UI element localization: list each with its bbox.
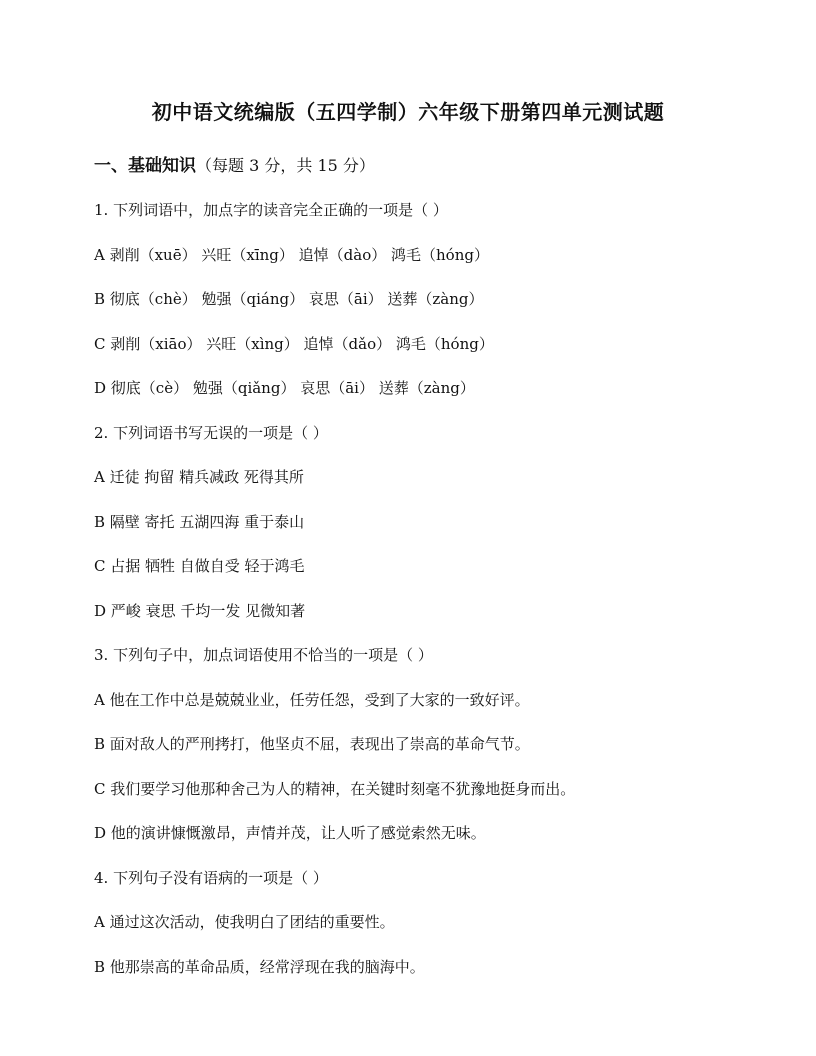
question-1-option-a: A 剥削（xuē） 兴旺（xīng） 追悼（dào） 鸿毛（hóng） — [94, 245, 489, 264]
question-3-option-a: A 他在工作中总是兢兢业业，任劳任怨，受到了大家的一致好评。 — [94, 690, 530, 709]
section-heading-label: 一、基础知识 — [94, 156, 196, 176]
question-3-option-d: D 他的演讲慷慨激昂，声情并茂，让人听了感觉索然无味。 — [94, 824, 486, 842]
question-2-option-c: C 占据 牺牲 自做自受 轻于鸿毛 — [94, 557, 305, 575]
question-3-option-b: B 面对敌人的严刑拷打，他坚贞不屈，表现出了崇高的革命气节。 — [94, 735, 530, 753]
section-heading — [94, 151, 375, 176]
question-2-stem: 2. 下列词语书写无误的一项是（ ） — [94, 423, 328, 442]
question-1-stem: 1. 下列词语中，加点字的读音完全正确的一项是（ ） — [94, 201, 448, 219]
question-3-stem: 3. 下列句子中，加点词语使用不恰当的一项是（ ） — [94, 646, 433, 664]
question-1-option-d: D 彻底（cè） 勉强（qiǎng） 哀思（āi） 送葬（zàng） — [94, 379, 475, 397]
question-1-option-c: C 剥削（xiāo） 兴旺（xìng） 追悼（dǎo） 鸿毛（hóng） — [94, 334, 494, 353]
document-title: 初中语文统编版（五四学制）六年级下册第四单元测试题 — [151, 100, 665, 124]
question-3-option-c: C 我们要学习他那种舍己为人的精神，在关键时刻毫不犹豫地挺身而出。 — [94, 779, 576, 798]
question-list — [94, 200, 774, 1001]
question-4-option-b: B 他那崇高的革命品质，经常浮现在我的脑海中。 — [94, 957, 425, 976]
question-4-option-a: A 通过这次活动，使我明白了团结的重要性。 — [94, 913, 395, 931]
question-2-option-b: B 隔壁 寄托 五湖四海 重于泰山 — [94, 512, 305, 531]
question-1-option-b: B 彻底（chè） 勉强（qiáng） 哀思（āi） 送葬（zàng） — [94, 290, 484, 308]
question-2-option-d: D 严峻 衰思 千均一发 见微知著 — [94, 601, 306, 620]
section-score-note: （每题 3 分，共 15 分） — [196, 156, 375, 175]
question-2-option-a: A 迁徒 拘留 精兵减政 死得其所 — [94, 468, 304, 486]
question-4-stem: 4. 下列句子没有语病的一项是（ ） — [94, 868, 328, 887]
